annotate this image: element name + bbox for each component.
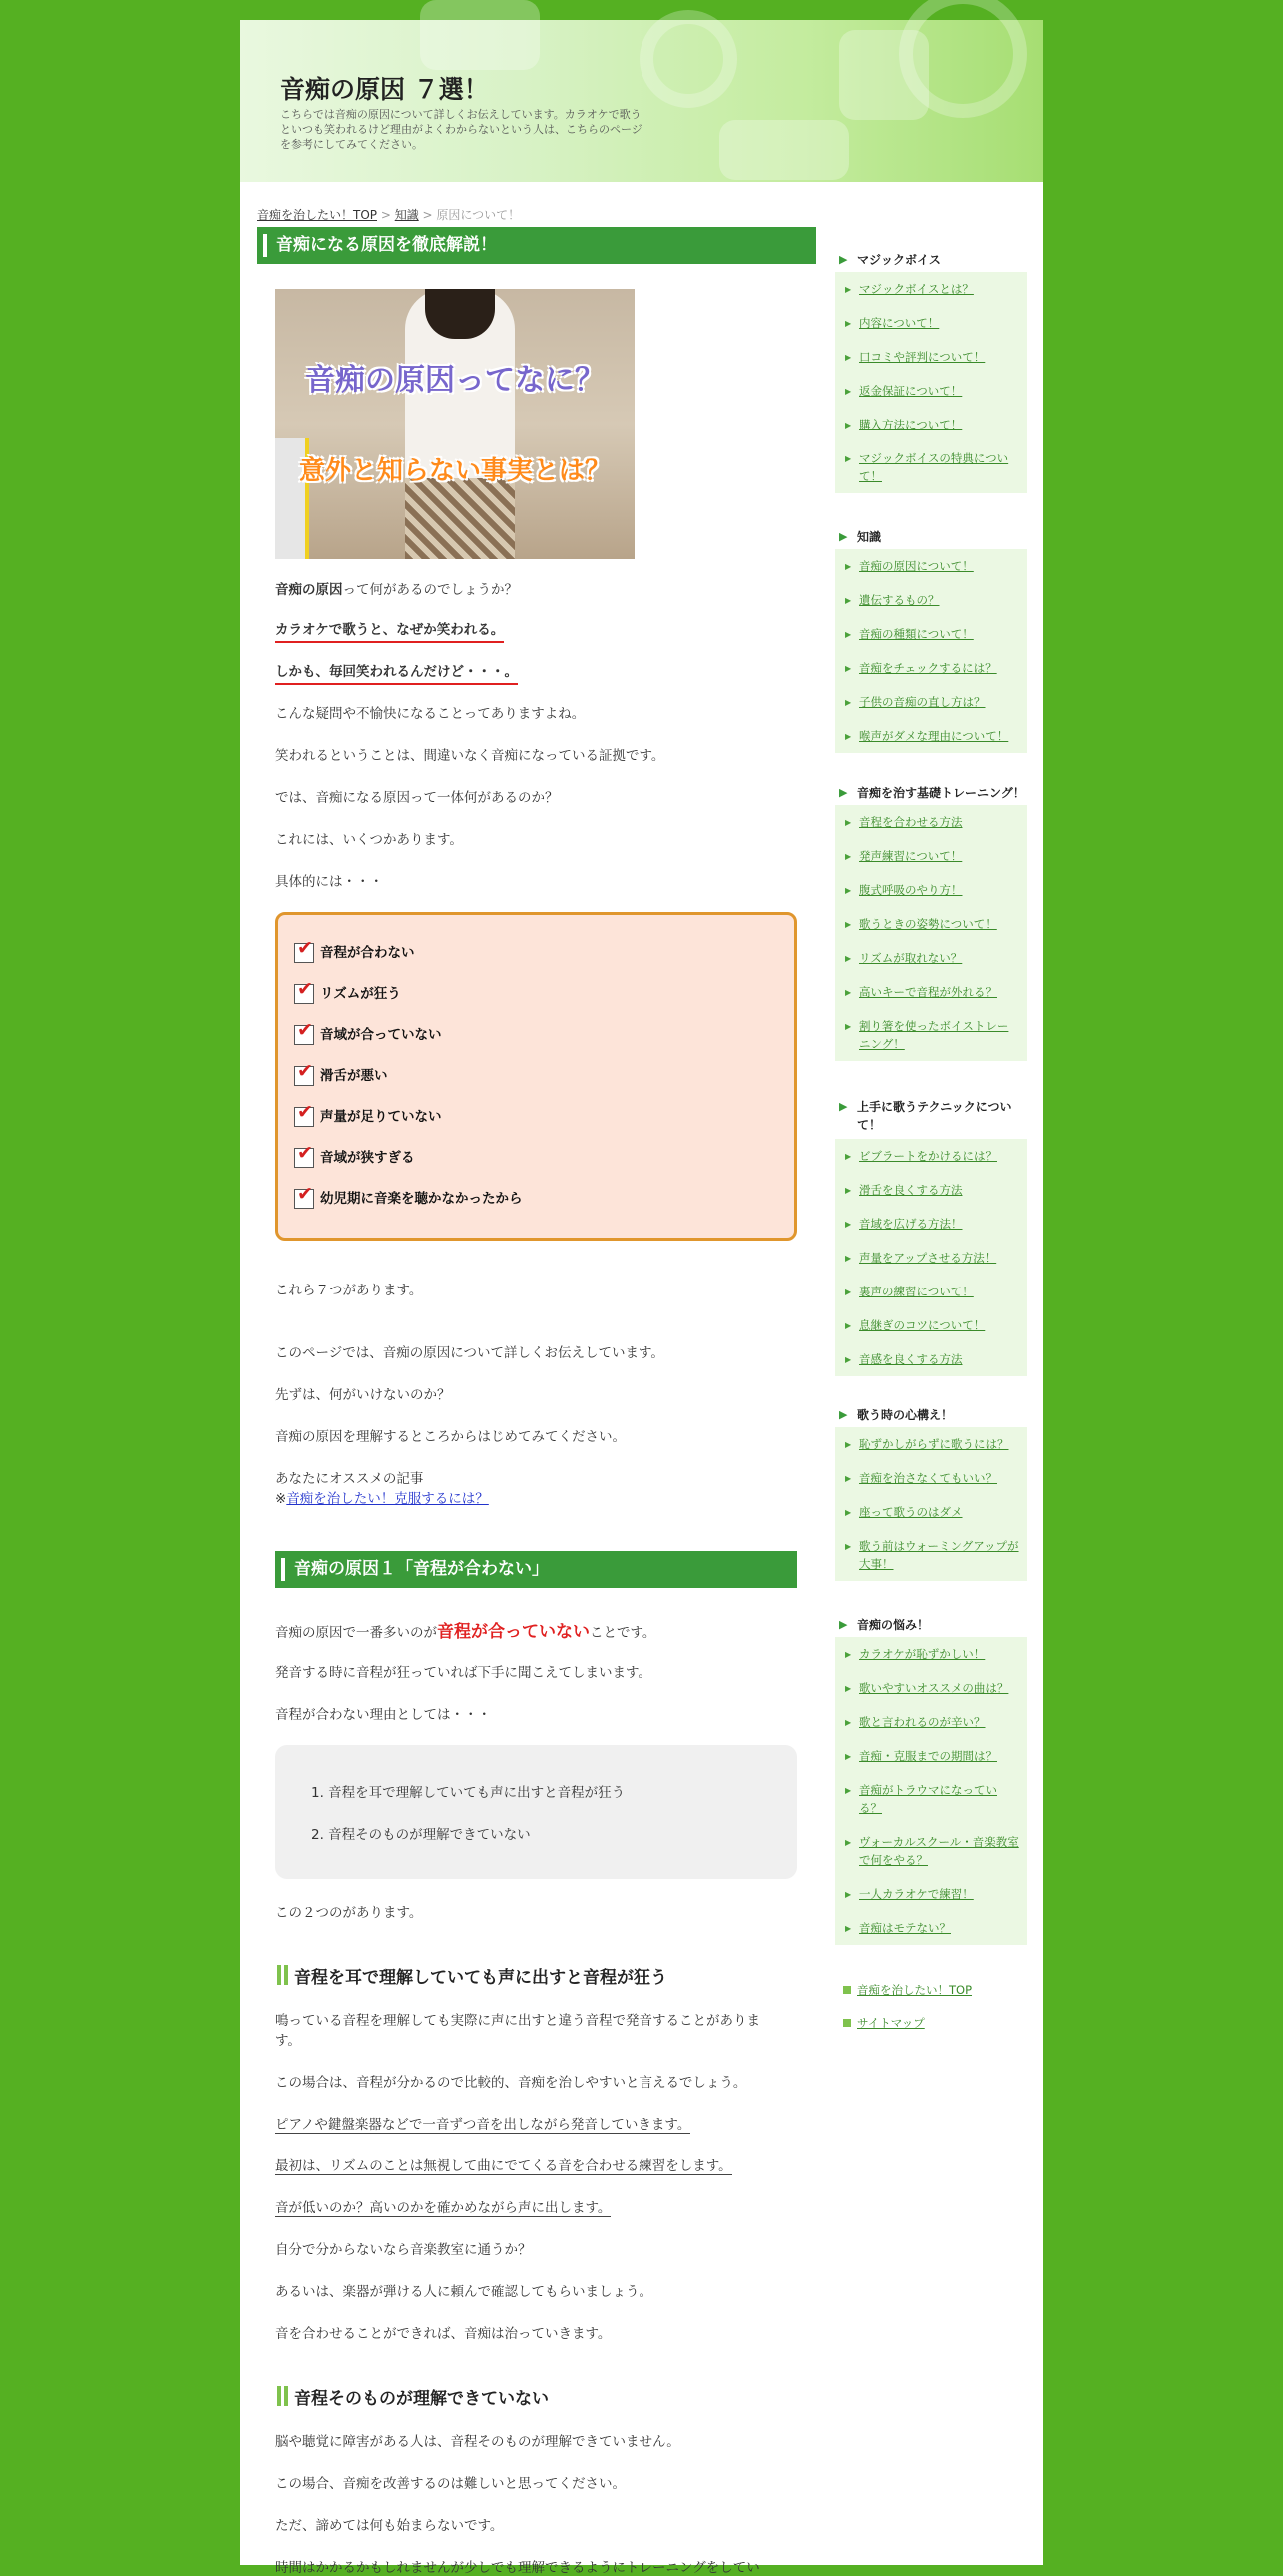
page-wrapper (240, 20, 1043, 2576)
paragraph: 笑われるということは、間違いなく音痴になっている証拠です。 (275, 748, 665, 764)
paragraph: 鳴っている音程を理解しても実際に声に出すと違う音程で発音することがありま (275, 2013, 760, 2029)
checklist-label: 幼児期に音楽を聴かなかったから (320, 1191, 523, 1207)
checklist-item (294, 1023, 442, 1045)
sidebar-item-link[interactable]: マジックボイスとは？ (859, 282, 974, 296)
checkbox-icon (294, 1025, 314, 1045)
paragraph: 自分で分からないなら音楽教室に通うか？ (275, 2242, 532, 2258)
sidebar-item[interactable] (835, 839, 1027, 873)
sidebar-item[interactable] (835, 1773, 1027, 1825)
cause1-heading-wrap (275, 1551, 797, 1588)
paragraph: では、音痴になる原因って一体何があるのか？ (275, 790, 559, 806)
checklist-item (294, 941, 415, 963)
cause1-heading: 音痴の原因１「音程が合わない」 (275, 1551, 797, 1588)
sidebar-heading-text: マジックボイス (857, 253, 941, 267)
site-description: こちらでは音痴の原因について詳しくお伝えしています。カラオケで歌うといつも笑われるけど理由がよくわからないという人は、こちらのページを参考にしてみてください。 (280, 108, 642, 151)
sidebar-item[interactable] (835, 441, 1027, 493)
sidebar-item-link[interactable]: 子供の音痴の直し方は？ (859, 695, 986, 709)
sidebar-heading (835, 1616, 1027, 1634)
subheading-b: 音程そのものが理解できていない (275, 2384, 549, 2409)
sidebar-item[interactable] (835, 1739, 1027, 1773)
sidebar-item-link[interactable]: 音痴の種類について！ (859, 627, 974, 641)
checklist-label: リズムが狂う (320, 986, 401, 1002)
sidebar-sitemap-link[interactable]: サイトマップ (843, 2015, 925, 2031)
checklist-label: 声量が足りていない (320, 1109, 442, 1125)
checklist-item (294, 1146, 415, 1168)
paragraph: こんな疑問や不愉快になることってありますよね。 (275, 706, 586, 722)
sidebar-item[interactable] (835, 1139, 1027, 1173)
sidebar-item-link[interactable]: 音痴はモテない？ (859, 1921, 951, 1935)
sidebar-item-link[interactable]: 内容について！ (859, 316, 940, 330)
paragraph: 発音する時に音程が狂っていれば下手に聞こえてしまいます。 (275, 1665, 651, 1681)
emphasis-line-1 (275, 618, 504, 638)
sidebar-item[interactable] (835, 1825, 1027, 1877)
sidebar-item[interactable] (835, 719, 1027, 753)
paragraph: この場合、音痴を改善するのは難しいと思ってください。 (275, 2476, 626, 2492)
sidebar-heading (835, 528, 1027, 546)
sidebar-item-link[interactable]: 口コミや評判について！ (859, 350, 986, 364)
sidebar-item[interactable] (835, 941, 1027, 975)
paragraph: 音を合わせることができれば、音痴は治っていきます。 (275, 2326, 612, 2342)
checklist-item (294, 1105, 442, 1127)
sidebar-item[interactable] (835, 583, 1027, 617)
sidebar-item[interactable] (835, 907, 1027, 941)
checkbox-icon (294, 1189, 314, 1209)
sidebar-item-link[interactable]: 裏声の練習について！ (859, 1285, 974, 1298)
subheading-a: 音程を耳で理解していても声に出すと音程が狂う (275, 1963, 667, 1988)
paragraph: これら７つがあります。 (275, 1283, 423, 1298)
sidebar-item-link[interactable]: 座って歌うのはダメ (859, 1505, 963, 1519)
photo-hair (425, 289, 495, 339)
breadcrumb-current: 原因について！ (436, 208, 521, 222)
reason-item: 2. 音程そのものが理解できていない (311, 1827, 531, 1843)
checklist-item (294, 1064, 388, 1086)
sidebar-item-link[interactable]: 発声練習について！ (859, 849, 963, 863)
sidebar-item[interactable] (835, 1009, 1027, 1061)
sidebar-heading-text: 上手に歌うテクニックについて！ (857, 1100, 1012, 1132)
sidebar-item[interactable] (835, 1241, 1027, 1275)
sidebar-heading (835, 1406, 1027, 1424)
sidebar-item-link[interactable]: ビブラートをかけるには？ (859, 1149, 997, 1163)
sidebar-heading (835, 251, 1027, 269)
sidebar-item-link[interactable]: 滑舌を良くする方法 (859, 1183, 963, 1197)
sidebar-item[interactable] (835, 272, 1027, 306)
sidebar-item[interactable] (835, 975, 1027, 1009)
recommend-label: あなたにオススメの記事 (275, 1471, 424, 1487)
site-header (240, 20, 1043, 182)
sidebar-item[interactable] (835, 374, 1027, 408)
sidebar-item-link[interactable]: 音感を良くする方法 (859, 1352, 963, 1366)
paragraph: 脳や聴覚に障害がある人は、音程そのものが理解できていません。 (275, 2434, 680, 2450)
underlined-text: 音が低いのか？高いのかを確かめながら声に出します。 (275, 2200, 612, 2216)
paragraph: これには、いくつかあります。 (275, 832, 463, 848)
sidebar-item[interactable] (835, 1705, 1027, 1739)
emphasis-line-2 (275, 660, 518, 680)
sidebar-heading-text: 音痴を治す基礎トレーニング！ (857, 786, 1025, 800)
sidebar-item[interactable] (835, 685, 1027, 719)
photo-skirt (405, 478, 515, 559)
sidebar-heading-text: 知識 (857, 530, 882, 544)
sidebar-item-link[interactable]: 喉声がダメな理由について！ (859, 729, 1009, 743)
breadcrumb-home-link[interactable]: 音痴を治したい！TOP (257, 208, 378, 222)
sidebar-item-link[interactable]: リズムが取れない？ (859, 951, 963, 965)
sidebar-item[interactable] (835, 549, 1027, 583)
sidebar-item-link[interactable]: 音痴の原因について！ (859, 559, 974, 573)
sidebar-item-link[interactable]: 返金保証について！ (859, 384, 963, 398)
checkbox-icon (294, 1066, 314, 1086)
underlined-text: ピアノや鍵盤楽器などで一音ずつ音を出しながら発音していきます。 (275, 2117, 691, 2133)
checklist-item (294, 1187, 523, 1209)
checkbox-icon (294, 1148, 314, 1168)
sidebar-item[interactable] (835, 1495, 1027, 1529)
paragraph: 先ずは、何がいけないのか？ (275, 1387, 451, 1403)
sidebar-item[interactable] (835, 1911, 1027, 1945)
intro-paragraph (275, 578, 518, 598)
paragraph: ただ、諦めては何も始まらないです。 (275, 2518, 504, 2534)
sidebar-item[interactable] (835, 651, 1027, 685)
sidebar-item-link[interactable]: 遺伝するもの？ (859, 593, 940, 607)
paragraph: この２つのがあります。 (275, 1905, 423, 1921)
breadcrumb-category-link[interactable]: 知識 (394, 208, 419, 222)
sidebar-item[interactable] (835, 1671, 1027, 1705)
reasons-box (275, 1745, 797, 1879)
paragraph: 音程が合わない理由としては・・・ (275, 1707, 491, 1723)
sidebar-item-link[interactable]: カラオケが恥ずかしい！ (859, 1647, 986, 1661)
photo-caption-2: 意外と知らない事実とは？ (298, 456, 611, 486)
cause1-text-pre: 音痴の原因で一番多いのが (275, 1625, 437, 1641)
breadcrumb-separator: > (377, 208, 395, 222)
sidebar-item[interactable] (835, 1275, 1027, 1308)
paragraph: す。 (275, 2033, 301, 2049)
underlined-text: 最初は、リズムのことは無視して曲にでてくる音を合わせる練習をします。 (275, 2158, 732, 2174)
sidebar-item-link[interactable]: 恥ずかしがらずに歌うには？ (859, 1437, 1009, 1451)
sidebar-item-link[interactable]: 音程を合わせる方法 (859, 815, 963, 829)
sidebar-item-link[interactable]: 歌いやすいオススメの曲は？ (859, 1681, 1009, 1695)
sidebar-item[interactable] (835, 1427, 1027, 1461)
sidebar-item[interactable] (835, 306, 1027, 340)
checklist-label: 音域が合っていない (320, 1027, 442, 1043)
sidebar-item[interactable] (835, 617, 1027, 651)
photo-caption-1: 音痴の原因ってなに？ (305, 363, 605, 398)
sidebar-heading-text: 歌う時の心構え！ (857, 1408, 954, 1422)
sidebar-item-link[interactable]: マジックボイスの特典について！ (859, 451, 1009, 483)
recommend-mark: ※ (275, 1491, 287, 1507)
site-title: 音痴の原因 ７選！ (280, 75, 489, 104)
sidebar-item-link[interactable]: 購入方法について！ (859, 418, 963, 431)
sidebar-heading (835, 1098, 1027, 1134)
emphasis-text-1: カラオケで歌うと、なぜか笑われる。 (275, 622, 504, 643)
header-decoration (640, 10, 737, 108)
checklist-label: 音域が狭すぎる (320, 1150, 415, 1166)
sidebar-item-link[interactable]: 音痴・克服までの期間は？ (859, 1749, 997, 1763)
cause1-paragraph (275, 1617, 655, 1642)
sidebar-item-link[interactable]: 割り箸を使ったボイストレーニング！ (859, 1019, 1009, 1051)
cause1-highlight: 音程が合っていない (437, 1622, 590, 1642)
paragraph: 音痴の原因を理解するところからはじめてみてください。 (275, 1429, 626, 1445)
sidebar-item[interactable] (835, 340, 1027, 374)
article-photo (275, 289, 635, 559)
sidebar-item[interactable] (835, 1207, 1027, 1241)
paragraph: この場合は、音程が分かるので比較的、音痴を治しやすいと言えるでしょう。 (275, 2075, 747, 2091)
recommend-line (275, 1487, 489, 1507)
sidebar-item-link[interactable]: 声量をアップさせる方法！ (859, 1251, 997, 1265)
sidebar-item-link[interactable]: 高いキーで音程が外れる？ (859, 985, 997, 999)
underlined-line (275, 2196, 611, 2216)
breadcrumb-separator: > (418, 208, 437, 222)
main-heading: 音痴になる原因を徹底解説！ (257, 227, 816, 264)
sidebar-heading-text: 音痴の悩み！ (857, 1618, 930, 1632)
sidebar-item-link[interactable]: 音痴をチェックするには？ (859, 661, 997, 675)
sidebar-item[interactable] (835, 1342, 1027, 1376)
breadcrumb (257, 206, 520, 223)
sidebar-item[interactable] (835, 1173, 1027, 1207)
sidebar-item-link[interactable]: ヴォーカルスクール・音楽教室で何をやる？ (859, 1835, 1019, 1867)
sidebar-item-link[interactable]: 歌う前はウォーミングアップが大事！ (859, 1539, 1019, 1571)
sidebar-item-link[interactable]: 歌と言われるのが辛い？ (859, 1715, 986, 1729)
main-content (257, 227, 816, 2576)
paragraph: 具体的には・・・ (275, 874, 383, 890)
checklist-label: 滑舌が悪い (320, 1068, 388, 1084)
sidebar-item[interactable] (835, 873, 1027, 907)
sidebar-item-link[interactable]: 音域を広げる方法！ (859, 1217, 963, 1231)
sidebar-item[interactable] (835, 1529, 1027, 1581)
sidebar-heading (835, 784, 1027, 802)
recommend-link[interactable]: 音痴を治したい！克服するには？ (286, 1491, 489, 1507)
cause1-text-post: ことです。 (590, 1625, 656, 1641)
paragraph: このページでは、音痴の原因について詳しくお伝えしています。 (275, 1345, 664, 1361)
checkbox-icon (294, 943, 314, 963)
paragraph: あるいは、楽器が弾ける人に頼んで確認してもらいましょう。 (275, 2284, 652, 2300)
intro-bold: 音痴の原因 (275, 582, 343, 598)
sidebar-top-link[interactable]: 音痴を治したい！TOP (843, 1982, 972, 1998)
paragraph: 時間はかかるかもしれませんが少しでも理解できるようにトレーニングをしてい (275, 2560, 760, 2576)
underlined-line (275, 2154, 732, 2174)
cause-checklist-box (275, 912, 797, 1241)
sidebar-item-link[interactable]: 歌うときの姿勢について！ (859, 917, 997, 931)
sidebar-item[interactable] (835, 1877, 1027, 1911)
reason-item: 1. 音程を耳で理解していても声に出すと音程が狂う (311, 1785, 626, 1801)
checklist-label: 音程が合わない (320, 945, 415, 961)
sidebar-item-link[interactable]: 音痴を治さなくてもいい？ (859, 1471, 997, 1485)
sidebar-item[interactable] (835, 1637, 1027, 1671)
sidebar-item[interactable] (835, 805, 1027, 839)
sidebar-item-link[interactable]: 一人カラオケで練習！ (859, 1887, 974, 1901)
sidebar-item[interactable] (835, 1308, 1027, 1342)
checklist-item (294, 982, 401, 1004)
sidebar-item-link[interactable]: 息継ぎのコツについて！ (859, 1318, 986, 1332)
emphasis-text-2: しかも、毎回笑われるんだけど・・・。 (275, 664, 518, 685)
checkbox-icon (294, 1107, 314, 1127)
sidebar-item[interactable] (835, 408, 1027, 441)
sidebar-item-link[interactable]: 腹式呼吸のやり方！ (859, 883, 963, 897)
intro-text: って何があるのでしょうか？ (342, 582, 518, 598)
underlined-line (275, 2113, 690, 2133)
header-decoration (420, 0, 540, 70)
sidebar-item-link[interactable]: 音痴がトラウマになっている？ (859, 1783, 997, 1815)
checkbox-icon (294, 984, 314, 1004)
header-decoration (719, 120, 849, 180)
header-decoration (899, 0, 1027, 118)
sidebar-item[interactable] (835, 1461, 1027, 1495)
